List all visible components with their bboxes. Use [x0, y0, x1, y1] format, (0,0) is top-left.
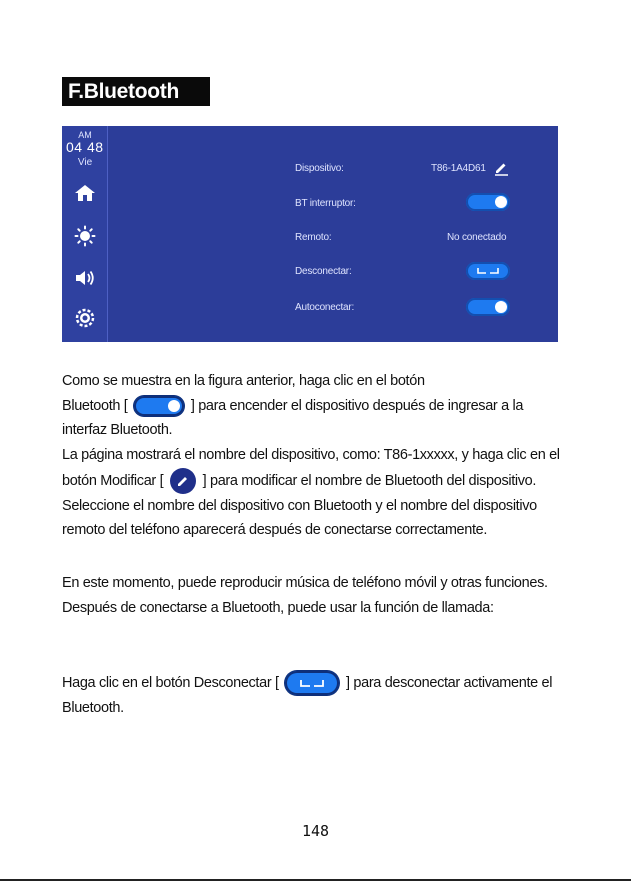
- brightness-icon[interactable]: [62, 224, 108, 248]
- bluetooth-settings-screen: [62, 126, 558, 342]
- paragraph-1: [62, 369, 562, 443]
- paragraph-2-text-a: La página mostrará el nombre del dispositivo, como: T86-1xxxxx, y haga clic en el botón Modificar [: [62, 447, 560, 489]
- home-icon[interactable]: [62, 181, 108, 205]
- paragraph-1-text-b: Bluetooth [: [62, 397, 128, 414]
- paragraph-2-text-b: ] para modificar el nombre de Bluetooth del dispositivo. Seleccione el nombre del dispositivo con Bluetooth y el nombre del dispositivo remoto del teléfono aparecerá después de conectarse correctamente.: [62, 472, 537, 539]
- section-title: F.Bluetooth: [62, 77, 210, 106]
- autoconnect-toggle[interactable]: [466, 298, 510, 316]
- paragraph-4: [62, 671, 562, 720]
- disconnect-button[interactable]: [466, 262, 510, 280]
- edit-icon[interactable]: [493, 160, 509, 176]
- clock-time: 04 48: [66, 139, 104, 155]
- bt-switch-label: BT interruptor:: [295, 198, 356, 209]
- inline-edit-icon: [170, 468, 196, 494]
- clock-day: Vie: [77, 157, 93, 168]
- bottom-rule: [0, 879, 631, 881]
- device-name-value: T86-1A4D61: [431, 163, 486, 174]
- bt-switch-toggle[interactable]: [466, 193, 510, 211]
- paragraph-2: [62, 443, 562, 543]
- paragraph-3: [62, 571, 562, 620]
- autoconnect-label: Autoconectar:: [295, 302, 355, 313]
- device-label: Dispositivo:: [295, 163, 344, 174]
- paragraph-4-text-b: ] para desconectar activamente el Bluetooth.: [62, 675, 553, 716]
- paragraph-4-text-a: Haga clic en el botón Desconectar [: [62, 675, 279, 691]
- sidebar: [62, 126, 108, 342]
- inline-disconnect-icon: [285, 671, 339, 695]
- inline-bluetooth-toggle-icon: [134, 396, 184, 416]
- disconnect-link-icon: [477, 267, 499, 275]
- paragraph-1-text-a: Como se muestra en la figura anterior, haga clic en el botón: [62, 373, 425, 389]
- paragraph-1-text-c: ] para encender el dispositivo después de ingresar a la interfaz Bluetooth.: [62, 397, 524, 439]
- remote-status-value: No conectado: [447, 232, 507, 243]
- volume-icon[interactable]: [62, 266, 108, 290]
- page-number: 148: [301, 822, 330, 840]
- settings-icon[interactable]: [62, 306, 108, 330]
- disconnect-label: Desconectar:: [295, 266, 352, 277]
- remote-label: Remoto:: [295, 232, 332, 243]
- clock-ampm: AM: [78, 130, 92, 140]
- paragraph-3-text: En este momento, puede reproducir música de teléfono móvil y otras funciones. Después de conectarse a Bluetooth, puede usar la función de llamada:: [62, 575, 548, 616]
